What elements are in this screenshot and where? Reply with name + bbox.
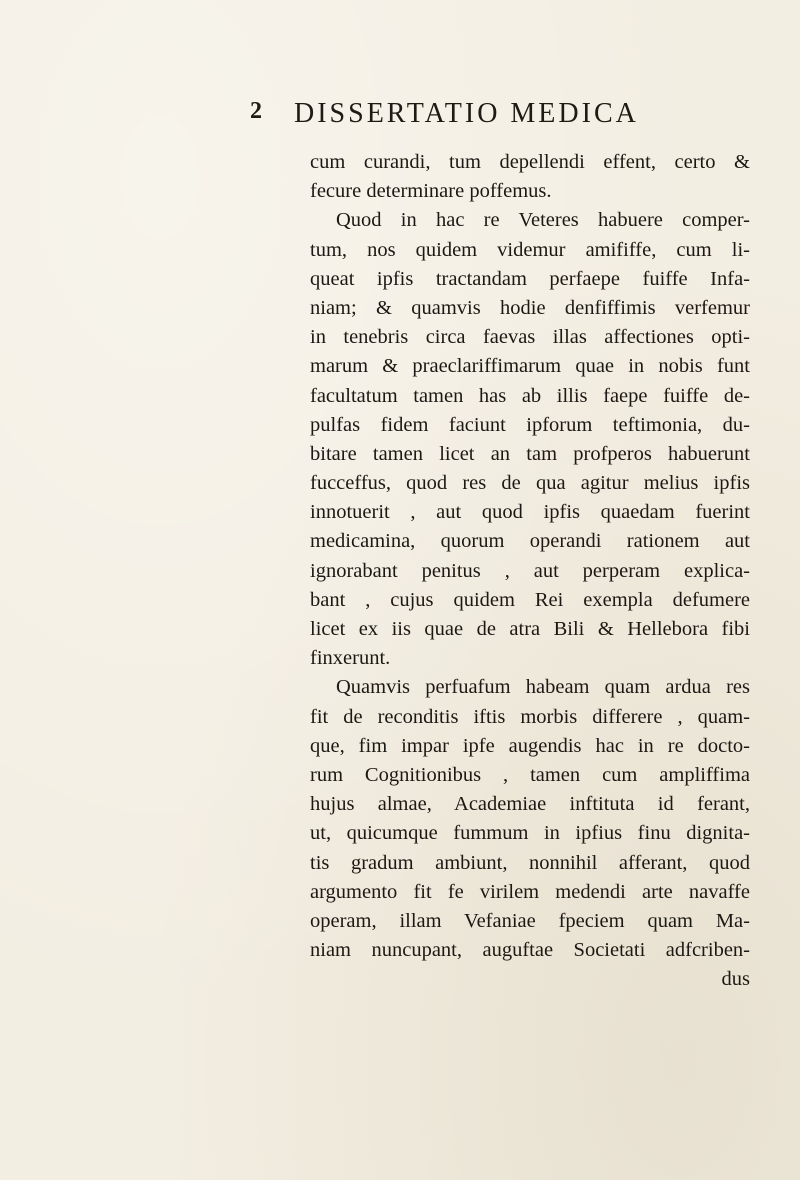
- text-line: hujus almae, Academiae inftituta id ferant,: [310, 793, 750, 816]
- text-line: operam, illam Vefaniae fpeciem quam Ma-: [310, 909, 750, 932]
- text-line: que, fim impar ipfe augendis hac in re docto-: [310, 734, 750, 757]
- text-line: ut, quicumque fummum in ipfius finu dignita-: [310, 822, 750, 845]
- catchword: dus: [721, 968, 750, 991]
- text-line: tum, nos quidem videmur amififfe, cum li-: [310, 238, 750, 261]
- text-line: bitare tamen licet an tam profperos habuerunt: [310, 442, 750, 465]
- page-number: 2: [250, 98, 263, 124]
- text-line: fecure determinare poffemus.: [310, 180, 552, 203]
- text-line: fit de reconditis iftis morbis differere , quam-: [310, 705, 750, 728]
- text-line: ignorabant penitus , aut perperam explica-: [310, 559, 750, 582]
- body-text: [310, 148, 750, 994]
- text-line: fucceffus, quod res de qua agitur melius ipfis: [310, 472, 750, 495]
- text-line: facultatum tamen has ab illis faepe fuiffe de-: [310, 384, 750, 407]
- text-line: bant , cujus quidem Rei exempla defumere: [310, 588, 750, 611]
- text-line: innotuerit , aut quod ipfis quaedam fuerint: [310, 501, 750, 524]
- text-line: marum & praeclariffimarum quae in nobis funt: [310, 355, 750, 378]
- text-line: in tenebris circa faevas illas affectiones opti-: [310, 326, 750, 349]
- page-header: [250, 98, 800, 138]
- text-line: queat ipfis tractandam perfaepe fuiffe Infa-: [310, 267, 750, 290]
- text-line: licet ex iis quae de atra Bili & Hellebora fibi: [310, 618, 750, 640]
- text-line: Quamvis perfuafum habeam quam ardua res: [336, 676, 750, 699]
- text-line: Quod in hac re Veteres habuere comper-: [336, 209, 750, 232]
- text-line: medicamina, quorum operandi rationem aut: [310, 530, 750, 553]
- text-line: rum Cognitionibus , tamen cum ampliffima: [310, 763, 750, 786]
- running-title: DISSERTATIO MEDICA: [294, 98, 639, 129]
- text-line: pulfas fidem faciunt ipforum teftimonia, du-: [310, 413, 750, 436]
- text-line: niam; & quamvis hodie denfiffimis verfemur: [310, 296, 750, 319]
- text-line: cum curandi, tum depellendi effent, certo &: [310, 151, 750, 173]
- text-line: finxerunt.: [310, 647, 391, 670]
- text-line: niam nuncupant, auguftae Societati adfcriben-: [310, 939, 750, 962]
- text-line: tis gradum ambiunt, nonnihil afferant, quod: [310, 851, 750, 874]
- text-line: argumento fit fe virilem medendi arte navaffe: [310, 880, 750, 903]
